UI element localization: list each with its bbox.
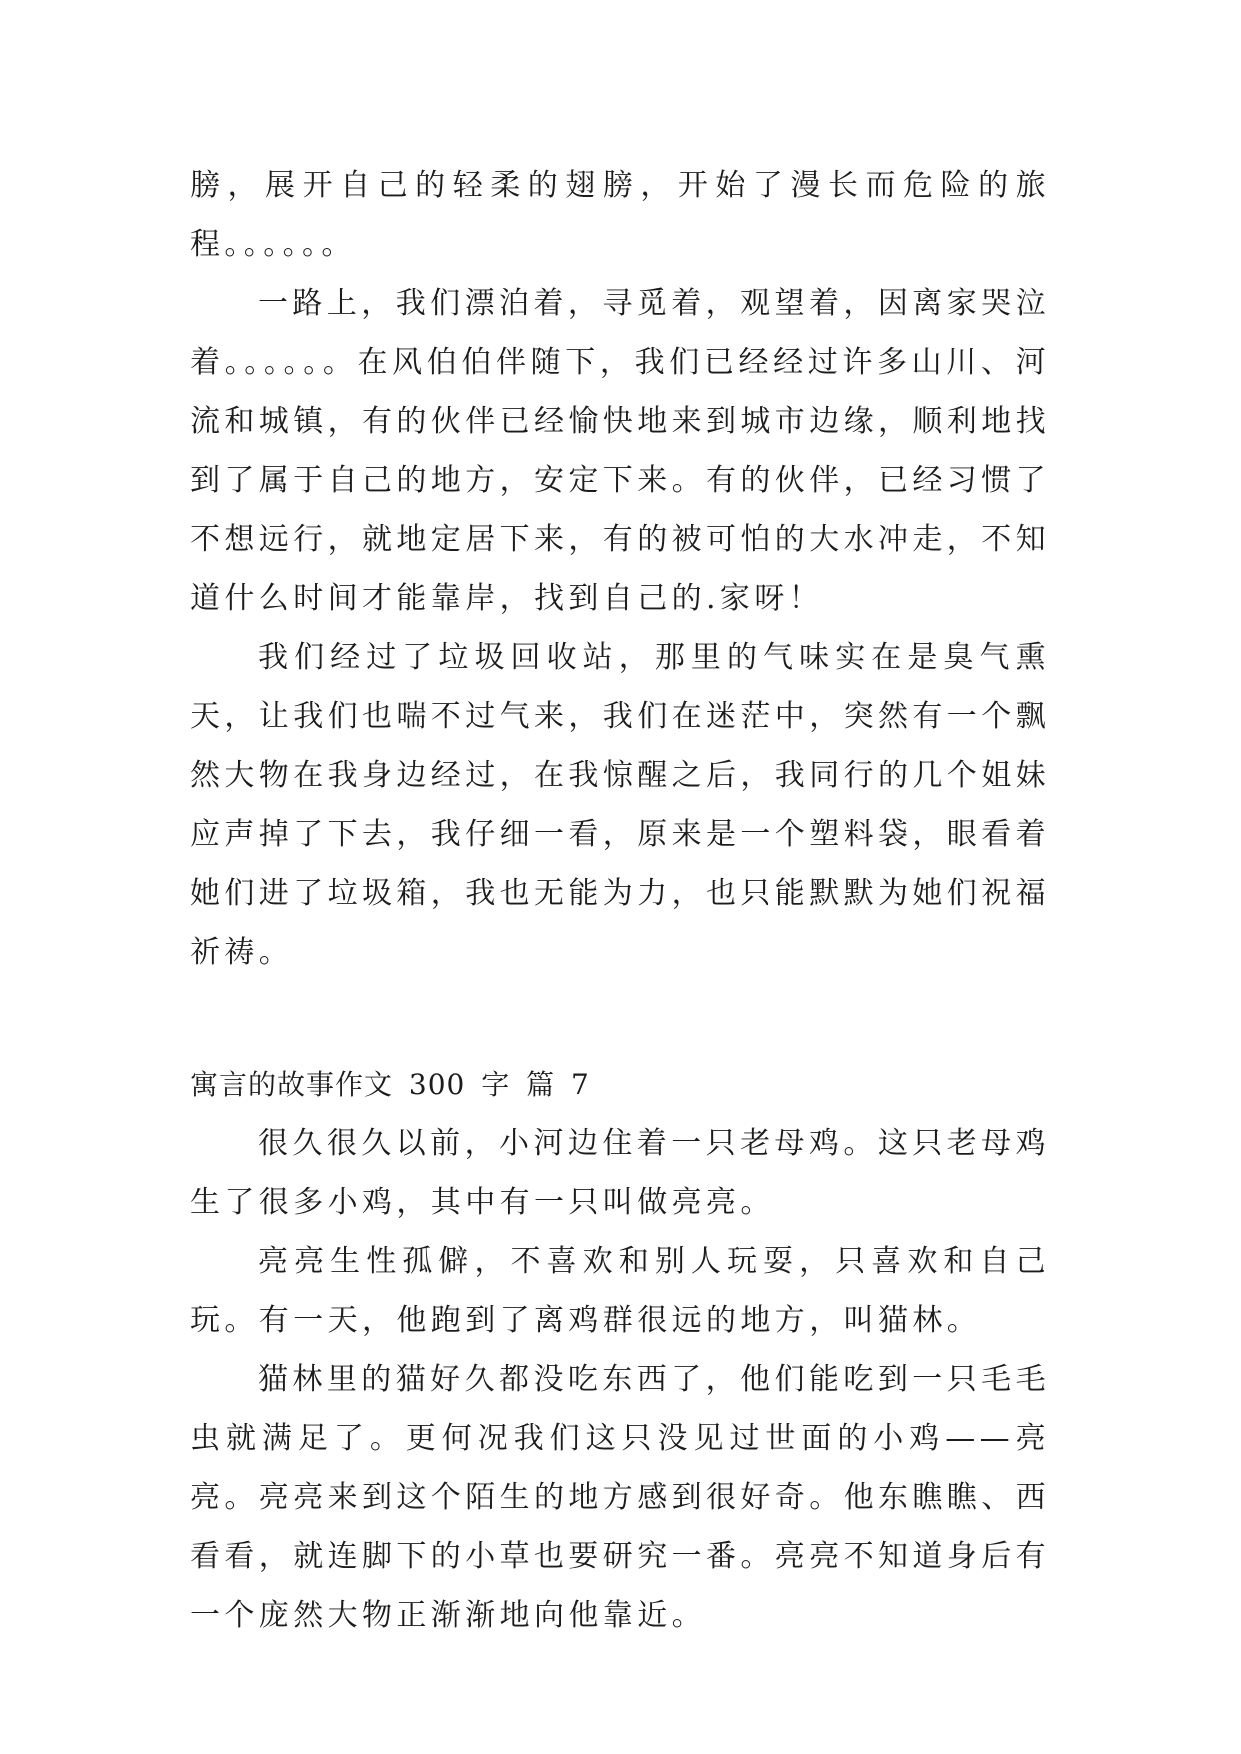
paragraph-cat-forest: 猫林里的猫好久都没吃东西了，他们能吃到一只毛毛虫就满足了。更何况我们这只没见过世面的小鸡——亮亮。亮亮来到这个陌生的地方感到很好奇。他东瞧瞧、西看看，就连脚下的小草也要研究一番。亮亮不知道身后有一个庞然大物正渐渐地向他靠近。 [190,1362,1050,1633]
paragraph-recycling-station: 我们经过了垃圾回收站，那里的气味实在是臭气熏天，让我们也喘不过气来，我们在迷茫中，突然有一个飘然大物在我身边经过，在我惊醒之后，我同行的几个姐妹应声掉了下去，我仔细一看，原来是一个塑料袋，眼看着她们进了垃圾箱，我也无能为力，也只能默默为她们祝福祈祷。 [190,640,1050,970]
paragraph-liangliang: 亮亮生性孤僻，不喜欢和别人玩耍，只喜欢和自己玩。有一天，他跑到了离鸡群很远的地方，叫猫林。 [190,1244,1050,1338]
document-body [190,156,1050,1645]
section-heading: 寓言的故事作文 300 字 篇 7 [190,1068,590,1101]
paragraph-continued: 膀，展开自己的轻柔的翅膀，开始了漫长而危险的旅程。。。。。。 [190,168,1050,262]
paragraph-journey: 一路上，我们漂泊着，寻觅着，观望着，因离家哭泣着。。。。。。在风伯伯伴随下，我们已经经过许多山川、河流和城镇，有的伙伴已经愉快地来到城市边缘，顺利地找到了属于自己的地方，安定下来。有的伙伴，已经习惯了不想远行，就地定居下来，有的被可怕的大水冲走，不知道什么时间才能靠岸，找到自己的.家呀！ [190,286,1050,616]
paragraph-hen: 很久很久以前，小河边住着一只老母鸡。这只老母鸡生了很多小鸡，其中有一只叫做亮亮。 [190,1126,1050,1220]
